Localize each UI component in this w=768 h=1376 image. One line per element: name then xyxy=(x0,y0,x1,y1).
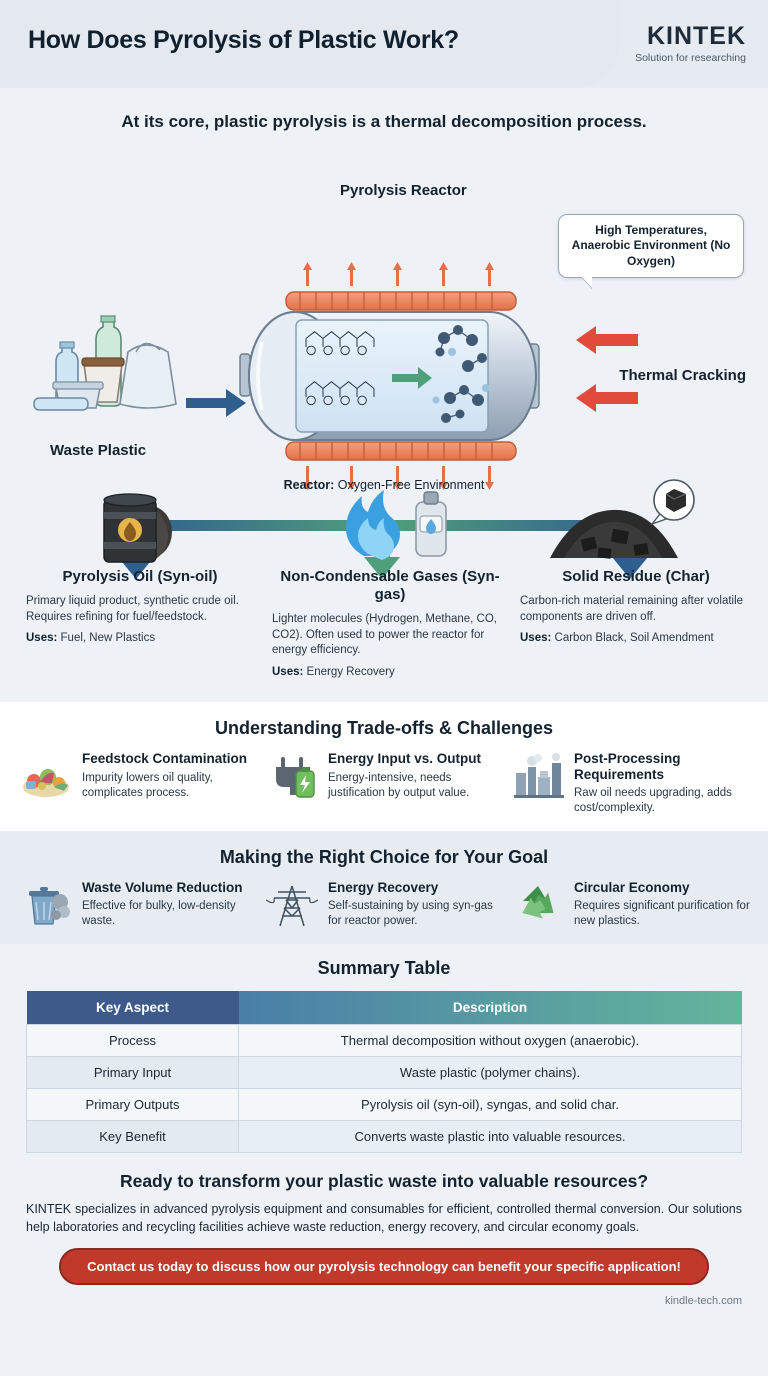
brand-logo xyxy=(635,22,746,64)
tradeoff-item xyxy=(264,751,504,817)
tradeoff-desc: Raw oil needs upgrading, adds cost/complexity. xyxy=(574,787,732,815)
cta-heading: Ready to transform your plastic waste into valuable resources? xyxy=(119,1170,649,1191)
tradeoff-title: Post-Processing Requirements xyxy=(574,751,681,782)
flame-gas-cylinder-icon xyxy=(272,472,508,568)
cell-key: Key Benefit xyxy=(27,1120,239,1152)
brand-name: KINTEK xyxy=(646,22,746,50)
output-oil-uses xyxy=(26,632,254,644)
tradeoffs-items xyxy=(0,751,768,817)
table-row xyxy=(27,1120,742,1152)
cell-key: Primary Outputs xyxy=(27,1088,239,1120)
output-oil-uses-label: Uses: xyxy=(26,632,58,645)
output-oil xyxy=(26,472,254,644)
output-char-uses-label: Uses: xyxy=(520,632,552,645)
output-char-title: Solid Residue (Char) xyxy=(562,568,710,585)
output-oil-desc: Primary liquid product, synthetic crude oil. Requires refining for fuel/feedstock. xyxy=(26,595,239,623)
output-oil-title: Pyrolysis Oil (Syn-oil) xyxy=(62,568,218,585)
tradeoff-desc: Energy-intensive, needs justification by output value. xyxy=(328,771,470,799)
tradeoff-item xyxy=(18,751,258,817)
output-gas-uses-value: Energy Recovery xyxy=(303,665,395,678)
thermal-cracking-label: Thermal Cracking xyxy=(619,367,746,384)
conditions-callout: High Temperatures, Anaerobic Environment (No Oxygen) xyxy=(558,214,744,278)
char-pile-icon xyxy=(520,472,752,568)
cell-desc: Pyrolysis oil (syn-oil), syngas, and solid char. xyxy=(239,1088,742,1120)
table-header-row xyxy=(27,991,742,1025)
subtitle: At its core, plastic pyrolysis is a thermal decomposition process. xyxy=(121,112,647,131)
reactor-caption-rest: Oxygen-Free Environment xyxy=(334,478,485,492)
waste-plastic-icon xyxy=(34,316,176,410)
reactor-caption-bold: Reactor: xyxy=(283,478,335,492)
plug-battery-icon xyxy=(264,751,320,817)
output-char xyxy=(520,472,752,644)
summary-section xyxy=(0,944,768,1161)
process-diagram xyxy=(0,142,768,702)
mixed-waste-icon xyxy=(18,751,74,817)
output-gas-uses xyxy=(272,666,508,678)
cta-section xyxy=(0,1161,768,1285)
cell-key: Process xyxy=(27,1024,239,1056)
choice-title-item: Energy Recovery xyxy=(328,879,439,895)
output-char-uses-value: Carbon Black, Soil Amendment xyxy=(551,632,714,645)
header-key-aspect: Key Aspect xyxy=(27,991,239,1025)
choice-section xyxy=(0,831,768,944)
cta-body: KINTEK specializes in advanced pyrolysis equipment and consumables for efficient, controlled thermal conversion. Our solutions help laboratories and recycling facilities achieve waste reduction, energy recovery, and circular economy goals. xyxy=(26,1201,742,1234)
summary-title: Summary Table xyxy=(317,957,451,978)
refinery-icon xyxy=(510,751,566,817)
reactor-title: Pyrolysis Reactor xyxy=(340,182,467,199)
choice-desc: Effective for bulky, low-density waste. xyxy=(82,900,236,928)
choice-desc: Requires significant purification for new plastics. xyxy=(574,900,750,928)
cell-desc: Waste plastic (polymer chains). xyxy=(239,1056,742,1088)
output-gas-title: Non-Condensable Gases (Syn-gas) xyxy=(280,568,500,603)
choice-item xyxy=(510,880,750,930)
heater-top-icon xyxy=(286,262,516,310)
output-char-desc: Carbon-rich material remaining after volatile components are driven off. xyxy=(520,595,744,623)
trash-bin-icon xyxy=(18,880,74,930)
output-gas-desc: Lighter molecules (Hydrogen, Methane, CO, CO2). Often used to power the reactor for energy efficiency. xyxy=(272,613,497,657)
header-description: Description xyxy=(239,991,742,1025)
page-title: How Does Pyrolysis of Plastic Work? xyxy=(28,26,459,54)
output-char-uses xyxy=(520,632,752,644)
cell-key: Primary Input xyxy=(27,1056,239,1088)
output-gas xyxy=(272,472,508,678)
tradeoffs-section xyxy=(0,702,768,831)
tradeoff-item xyxy=(510,751,750,817)
oil-drum-icon xyxy=(26,472,254,568)
output-gas-uses-label: Uses: xyxy=(272,665,304,678)
table-row xyxy=(27,1024,742,1056)
choice-title-item: Circular Economy xyxy=(574,879,690,895)
reactor-vessel-icon xyxy=(240,312,539,440)
table-row xyxy=(27,1088,742,1120)
tradeoff-title: Energy Input vs. Output xyxy=(328,751,482,766)
tradeoffs-title: Understanding Trade-offs & Challenges xyxy=(214,718,554,738)
site-footer: kindle-tech.com xyxy=(664,1294,742,1307)
choice-title: Making the Right Choice for Your Goal xyxy=(219,846,549,867)
input-arrow-icon xyxy=(186,389,246,417)
summary-table xyxy=(26,991,742,1153)
output-oil-uses-value: Fuel, New Plastics xyxy=(57,632,156,645)
tradeoff-desc: Impurity lowers oil quality, complicates process. xyxy=(82,771,213,799)
table-row xyxy=(27,1056,742,1088)
choice-items xyxy=(0,880,768,930)
tradeoff-title: Feedstock Contamination xyxy=(82,751,248,766)
choice-item xyxy=(264,880,504,930)
choice-item xyxy=(18,880,258,930)
choice-title-item: Waste Volume Reduction xyxy=(82,879,243,895)
header xyxy=(0,0,768,88)
contact-us-button[interactable]: Contact us today to discuss how our pyrolysis technology can benefit your specific application! xyxy=(59,1248,709,1285)
power-pylon-icon xyxy=(264,880,320,930)
brand-tagline: Solution for researching xyxy=(635,52,746,64)
recycle-icon xyxy=(510,880,566,930)
choice-desc: Self-sustaining by using syn-gas for reactor power. xyxy=(328,900,493,928)
waste-plastic-label: Waste Plastic xyxy=(50,442,147,459)
cell-desc: Converts waste plastic into valuable resources. xyxy=(239,1120,742,1152)
cell-desc: Thermal decomposition without oxygen (anaerobic). xyxy=(239,1024,742,1056)
